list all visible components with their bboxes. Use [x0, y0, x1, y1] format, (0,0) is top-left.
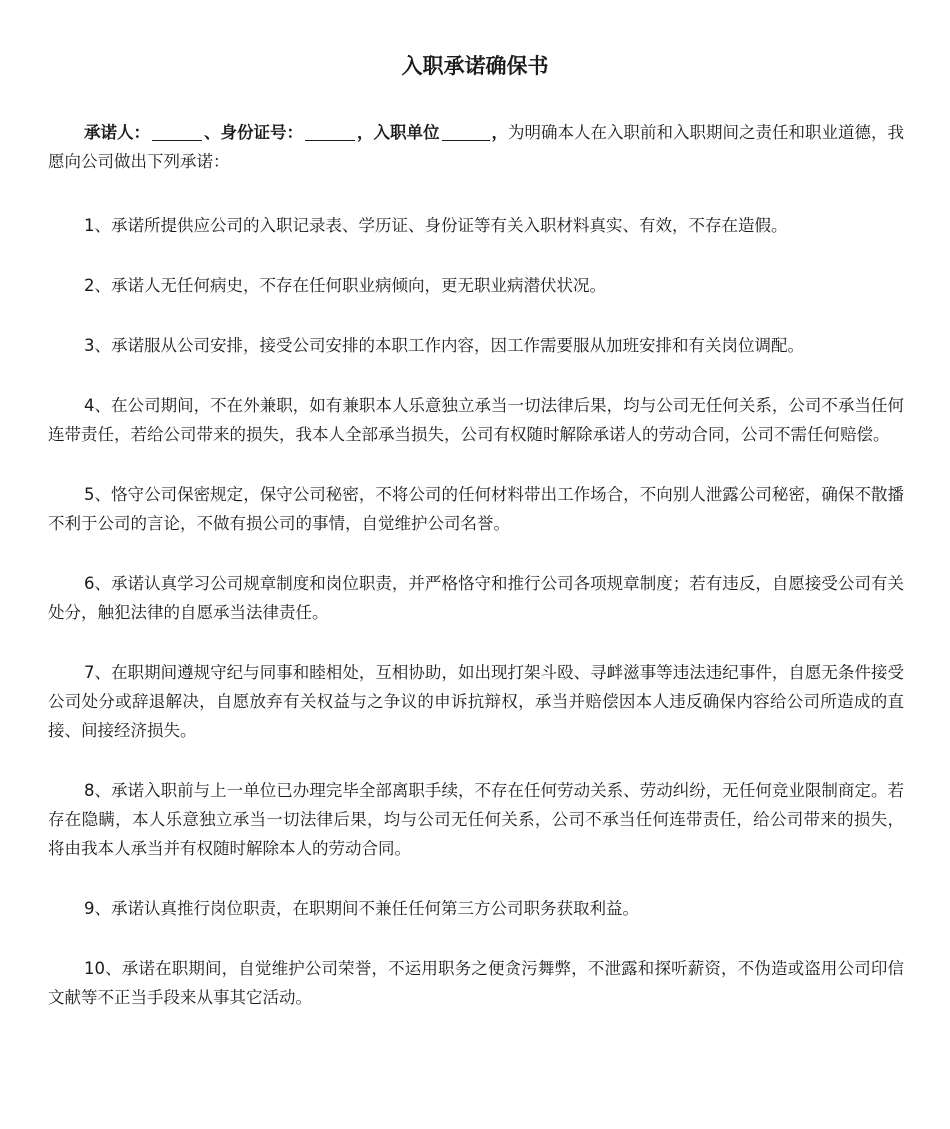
- clause-4: 4、在公司期间，不在外兼职，如有兼职本人乐意独立承当一切法律后果，均与公司无任何关系，公司不承当任何连带责任，若给公司带来的损失，我本人全部承当损失，公司有权随时解除承诺人的劳动合同，公司不需任何赔偿。: [48, 396, 904, 444]
- document-title: 入职承诺确保书: [401, 54, 549, 78]
- promisor-name-blank[interactable]: [152, 122, 202, 141]
- clause-2: 2、承诺人无任何病史，不存在任何职业病倾向，更无职业病潜伏状况。: [84, 276, 606, 295]
- document-body: [48, 118, 904, 1043]
- clause-1: 1、承诺所提供应公司的入职记录表、学历证、身份证等有关入职材料真实、有效，不存在造假。: [84, 216, 788, 235]
- intro-text: 为明确本人在入职前和入职期间之责任和职业道德，我愿向公司做出下列承诺：: [48, 123, 904, 171]
- intro-comma: ，: [491, 123, 508, 142]
- id-number-blank[interactable]: [305, 122, 355, 141]
- clause-8: 8、承诺入职前与上一单位已办理完毕全部离职手续，不存在任何劳动关系、劳动纠纷，无任何竞业限制商定。若存在隐瞒，本人乐意独立承当一切法律后果，均与公司无任何关系，公司不承当任何连带责任，给公司带来的损失，将由我本人承当并有权随时解除本人的劳动合同。: [48, 781, 904, 858]
- clause-10: 10、承诺在职期间，自觉维护公司荣誉，不运用职务之便贪污舞弊，不泄露和探听薪资，不伪造或盗用公司印信文献等不正当手段来从事其它活动。: [48, 959, 904, 1007]
- promisor-label: 承诺人：: [84, 123, 150, 142]
- clause-5: 5、恪守公司保密规定，保守公司秘密，不将公司的任何材料带出工作场合，不向别人泄露公司秘密，确保不散播不利于公司的言论，不做有损公司的事情，自觉维护公司名誉。: [48, 485, 904, 533]
- employer-label: ，入职单位: [357, 123, 440, 142]
- clause-3: 3、承诺服从公司安排，接受公司安排的本职工作内容，因工作需要服从加班安排和有关岗位调配。: [84, 336, 804, 355]
- clause-9: 9、承诺认真推行岗位职责，在职期间不兼任任何第三方公司职务获取利益。: [84, 899, 639, 918]
- clause-6: 6、承诺认真学习公司规章制度和岗位职责，并严格恪守和推行公司各项规章制度；若有违反，自愿接受公司有关处分，触犯法律的自愿承当法律责任。: [48, 574, 904, 622]
- clause-7: 7、在职期间遵规守纪与同事和睦相处，互相协助，如出现打架斗殴、寻衅滋事等违法违纪事件，自愿无条件接受公司处分或辞退解决，自愿放弃有关权益与之争议的申诉抗辩权，承当并赔偿因本人违反确保内容给公司所造成的直接、间接经济损失。: [48, 663, 904, 740]
- intro-paragraph: [48, 118, 904, 176]
- employer-blank[interactable]: [442, 122, 490, 141]
- id-number-label: 、身份证号：: [204, 123, 303, 142]
